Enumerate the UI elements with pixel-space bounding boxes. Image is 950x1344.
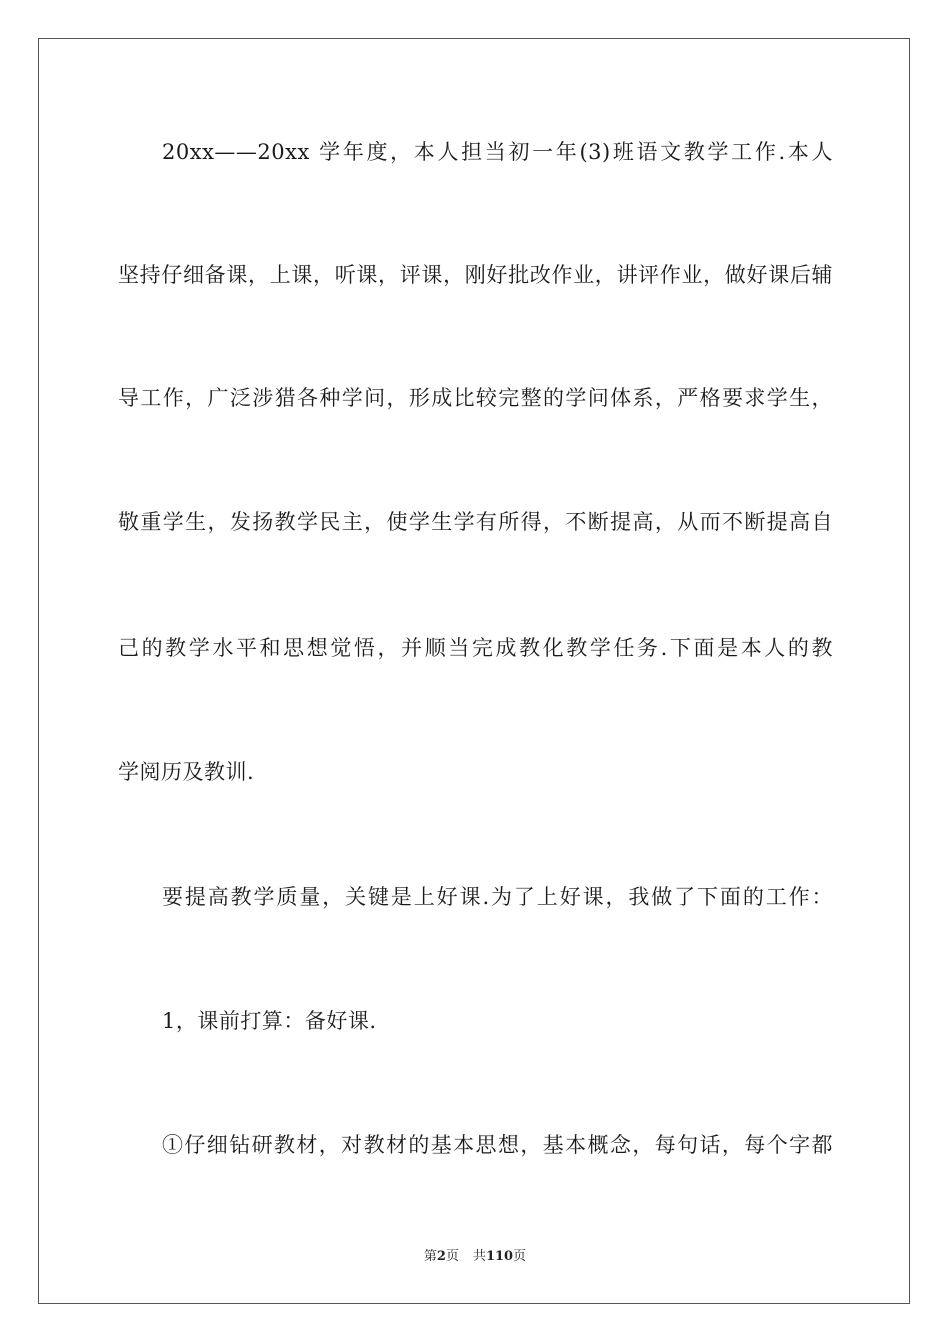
footer-page-suffix: 页 (445, 1249, 459, 1264)
paragraph-line-6: 学阅历及教训. (118, 760, 255, 784)
page-footer (0, 1248, 950, 1266)
paragraph-line-2: 坚持仔细备课，上课，听课，评课，刚好批改作业，讲评作业，做好课后辅 (118, 263, 833, 287)
paragraph-line-1: 20xx——20xx 学年度，本人担当初一年(3)班语文教学工作.本人 (162, 140, 833, 164)
paragraph-line-5: 己的教学水平和思想觉悟，并顺当完成教化教学任务.下面是本人的教 (118, 636, 833, 660)
footer-total-number: 110 (485, 1249, 514, 1264)
footer-total-prefix: 共 (472, 1249, 486, 1264)
paragraph-line-4: 敬重学生，发扬教学民主，使学生学有所得，不断提高，从而不断提高自 (118, 510, 833, 534)
page-border (38, 38, 910, 1304)
footer-page-number: 2 (436, 1249, 446, 1264)
paragraph-line-3: 导工作，广泛涉猎各种学问，形成比较完整的学问体系，严格要求学生， (118, 386, 833, 410)
footer-total-suffix: 页 (513, 1249, 527, 1264)
list-subitem-line: ①仔细钻研教材，对教材的基本思想，基本概念，每句话，每个字都 (162, 1133, 833, 1157)
footer-page-prefix: 第 (423, 1249, 437, 1264)
list-item-heading: 1，课前打算：备好课. (162, 1009, 377, 1033)
paragraph-line-7: 要提高教学质量，关键是上好课.为了上好课，我做了下面的工作： (162, 885, 833, 909)
